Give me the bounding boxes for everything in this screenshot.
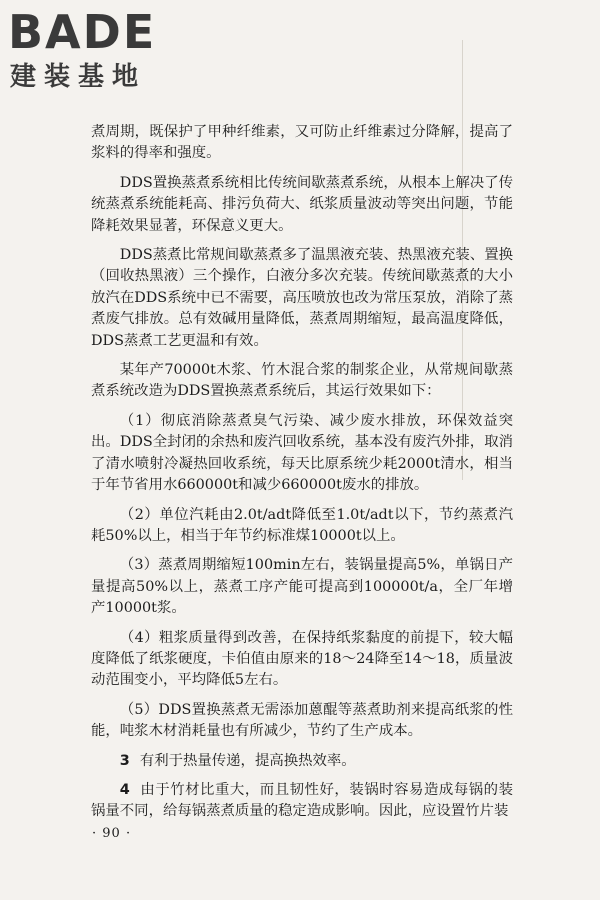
paragraph-text: （4）粗浆质量得到改善，在保持纸浆黏度的前提下，较大幅度降低了纸浆硬度，卡伯值由原来的18～24降至14～18，质量波动范围变小，平均降低5左右。	[91, 629, 513, 689]
paragraph-text: （5）DDS置换蒸煮无需添加蒽醌等蒸煮助剂来提高纸浆的性能，吨浆木材消耗量也有所减少，节约了生产成本。	[91, 701, 513, 740]
paragraph	[91, 628, 513, 692]
paragraph	[91, 555, 513, 619]
paragraph	[91, 700, 513, 743]
paragraph-number: 4	[119, 781, 130, 798]
paragraph-text: （1）彻底消除蒸煮臭气污染、减少废水排放，环保效益突出。DDS全封闭的余热和废汽回收系统，基本没有废汽外排，取消了清水喷射冷凝热回收系统，每天比原系统少耗2000t清水，相当于年节省用水660000t和减少660000t废水的排放。	[91, 412, 513, 494]
numbered-paragraph	[91, 751, 513, 772]
paragraph	[91, 505, 513, 548]
page-body	[91, 122, 513, 831]
logo-subtitle: 建装基地	[10, 62, 147, 92]
paragraph-text: 由于竹材比重大，而且韧性好，装锅时容易造成每锅的装锅量不同，给每锅蒸煮质量的稳定造成影响。因此，应设置竹片装	[91, 781, 513, 820]
paragraph-text: 某年产70000t木浆、竹木混合浆的制浆企业，从常规间歇蒸煮系统改造为DDS置换蒸煮系统后，其运行效果如下：	[91, 362, 513, 400]
logo-wordmark: BADE	[8, 5, 157, 59]
paragraph-text: 有利于热量传递，提高换热效率。	[139, 752, 356, 769]
paragraph	[91, 245, 513, 352]
paragraph-text: （2）单位汽耗由2.0t/adt降低至1.0t/adt以下，节约蒸煮汽耗50%以上，相当于年节约标准煤10000t以上。	[91, 506, 513, 544]
numbered-paragraph	[91, 780, 513, 823]
paragraph-text: （3）蒸煮周期缩短100min左右，装锅量提高5%，单锅日产量提高50%以上，蒸煮工序产能可提高到100000t/a，全厂年增产10000t浆。	[91, 557, 513, 617]
paragraph-text: 煮周期，既保护了甲种纤维素，又可防止纤维素过分降解，提高了浆料的得率和强度。	[91, 124, 513, 162]
paragraph	[91, 173, 513, 237]
paragraph-text: DDS置换蒸煮系统相比传统间歇蒸煮系统，从根本上解决了传统蒸煮系统能耗高、排污负荷大、纸浆质量波动等突出问题，节能降耗效果显著，环保意义更大。	[91, 174, 513, 234]
bade-logo	[8, 6, 183, 96]
paragraph	[91, 411, 513, 497]
paragraph-number: 3	[119, 752, 130, 769]
paragraph	[91, 360, 513, 403]
paragraph-text: DDS蒸煮比常规间歇蒸煮多了温黑液充装、热黑液充装、置换（回收热黑液）三个操作，白液分多次充装。传统间歇蒸煮的大小放汽在DDS系统中已不需要，高压喷放也改为常压泵放，消除了蒸煮废气排放。总有效碱用量降低，蒸煮周期缩短，最高温度降低，DDS蒸煮工艺更温和有效。	[91, 247, 513, 349]
page-number: · 90 ·	[92, 826, 132, 841]
paragraph	[91, 122, 513, 165]
